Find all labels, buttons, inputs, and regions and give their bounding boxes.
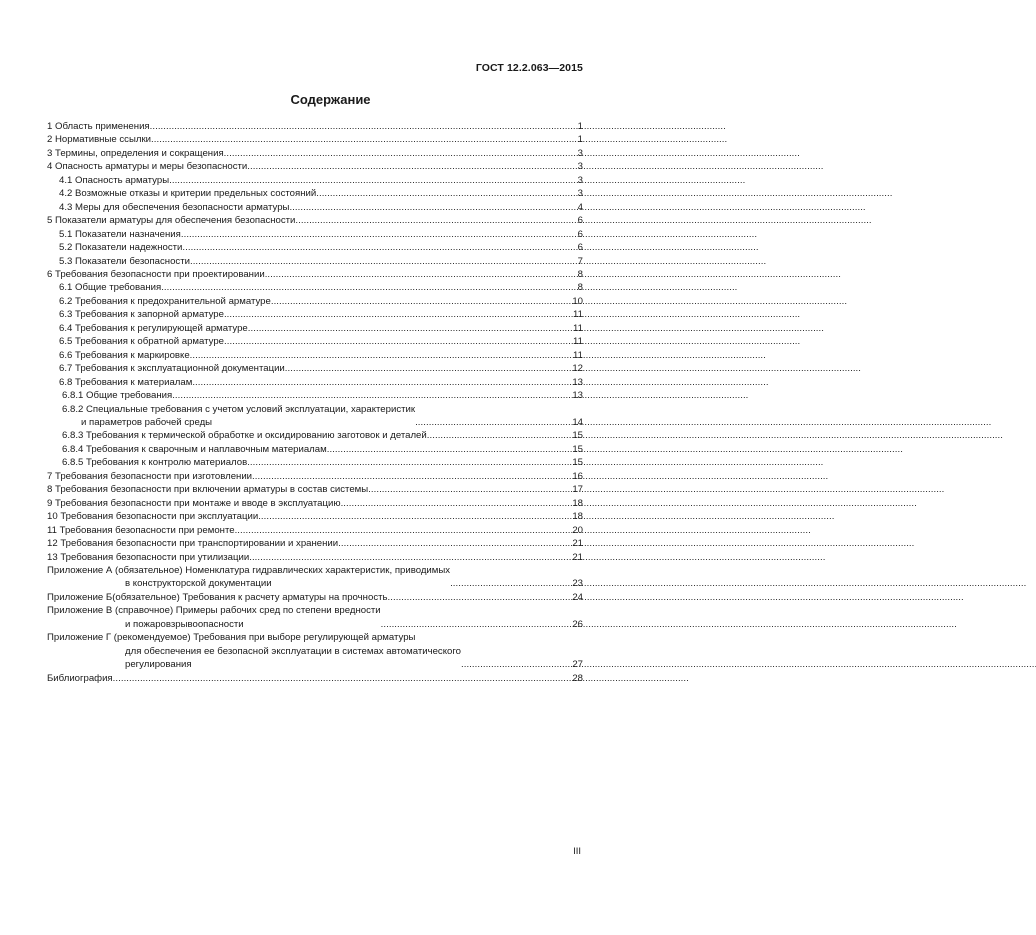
toc-page-number: 14 [572, 416, 583, 428]
page-number: III [573, 846, 581, 857]
toc-page-number: 3 [577, 161, 583, 173]
toc-leader-dots [190, 255, 577, 268]
toc-page-number: 17 [572, 484, 583, 496]
toc-entry-line: 13 Требования безопасности при утилизации [47, 551, 250, 563]
toc-leader-dots [271, 295, 571, 308]
toc-page-number: 8 [577, 282, 583, 294]
document-code: ГОСТ 12.2.063—2015 [475, 62, 583, 74]
toc-leader-dots [247, 160, 576, 173]
toc-entry[interactable] [47, 456, 583, 469]
toc-leader-dots [248, 322, 572, 335]
toc-leader-dots [249, 551, 571, 564]
toc-entry-text [47, 241, 182, 254]
toc-entry[interactable] [47, 429, 583, 442]
toc-entry-line: 12 Требования безопасности при транспортировании и хранении [47, 538, 339, 550]
toc-leader-dots [289, 201, 576, 214]
toc-entry[interactable] [47, 228, 583, 241]
toc-leader-dots [113, 672, 572, 685]
toc-entry-text [47, 201, 289, 214]
toc-page-number: 4 [577, 201, 583, 213]
toc-entry-line: 6.8.2 Специальные требования с учетом условий эксплуатации, характеристик [62, 403, 416, 415]
toc-page-number: 26 [572, 618, 583, 630]
toc-entry[interactable] [47, 322, 583, 335]
toc-leader-dots [169, 174, 577, 187]
toc-entry[interactable] [47, 631, 583, 671]
toc-entry-line: 6 Требования безопасности при проектировании [47, 268, 265, 280]
toc-entry-line: 4.3 Меры для обеспечения безопасности арматуры [59, 201, 290, 213]
toc-page-number: 10 [572, 295, 583, 307]
toc-entry-text [47, 362, 285, 375]
toc-entry[interactable] [47, 510, 583, 523]
toc-leader-dots [224, 147, 577, 160]
toc-page-number: 16 [572, 470, 583, 482]
toc-entry-text [47, 429, 427, 442]
toc-page-number: 11 [573, 349, 583, 361]
toc-leader-dots [150, 120, 577, 133]
toc-entry-line: 6.7 Требования к эксплуатационной документации [59, 363, 285, 375]
toc-entry[interactable] [47, 268, 583, 281]
toc-entry-line: 6.3 Требования к запорной арматуре [59, 309, 224, 321]
toc-entry-line: 9 Требования безопасности при монтаже и вводе в эксплуатацию [47, 497, 341, 509]
toc-entry[interactable] [47, 403, 583, 430]
toc-entry[interactable] [47, 537, 583, 550]
toc-entry-text [47, 335, 224, 348]
toc-page-number: 18 [572, 511, 583, 523]
toc-leader-dots [190, 349, 572, 362]
toc-entry-text [47, 295, 271, 308]
toc-entry[interactable] [47, 160, 583, 173]
toc-entry-line: 6.8 Требования к материалам [59, 376, 193, 388]
toc-entry[interactable] [47, 604, 583, 631]
toc-leader-dots [450, 577, 571, 590]
toc-entry-line: 7 Требования безопасности при изготовлении [47, 470, 253, 482]
toc-leader-dots [258, 510, 571, 523]
toc-entry[interactable] [47, 201, 583, 214]
toc-entry-line: 6.6 Требования к маркировке [59, 349, 190, 361]
toc-entry-text [47, 160, 247, 173]
toc-entry-line: Приложение Г (рекомендуемое) Требования при выборе регулирующей арматуры [47, 632, 416, 644]
toc-entry[interactable] [47, 551, 583, 564]
toc-entry[interactable] [47, 308, 583, 321]
toc-page-number: 6 [577, 215, 583, 227]
toc-entry[interactable] [47, 524, 583, 537]
toc-entry-line: 6.4 Требования к регулирующей арматуре [59, 322, 248, 334]
toc-page-number: 8 [577, 268, 583, 280]
toc-page-number: 23 [572, 578, 583, 590]
toc-entry[interactable] [47, 147, 583, 160]
toc-entry-line: 4 Опасность арматуры и меры безопасности [47, 161, 248, 173]
toc-leader-dots [327, 443, 572, 456]
toc-entry-line: 1 Область применения [47, 121, 150, 132]
toc-leader-dots [182, 241, 576, 254]
toc-entry-line: 4.2 Возможные отказы и критерии предельных состояний [59, 188, 317, 200]
toc-leader-dots [381, 618, 572, 631]
toc-leader-dots [161, 281, 576, 294]
toc-entry-line: 6.8.1 Общие требования [62, 390, 173, 402]
toc-entry[interactable] [47, 672, 583, 685]
toc-entry-text [47, 524, 235, 537]
toc-entry-text [47, 497, 341, 510]
toc-entry-text [47, 672, 113, 685]
toc-entry-text [47, 376, 192, 389]
toc-entry-text [47, 322, 248, 335]
toc-leader-dots [461, 658, 571, 671]
toc-entry-line: Приложение В (справочное) Примеры рабочих сред по степени вредности [47, 605, 381, 617]
toc-page-number: 12 [572, 363, 583, 375]
toc-entry-text [47, 483, 368, 496]
toc-entry[interactable] [47, 174, 583, 187]
toc-entry-text [47, 174, 169, 187]
toc-page-number: 6 [577, 228, 583, 240]
toc-page-number: 7 [577, 255, 583, 267]
toc-entry[interactable] [47, 187, 583, 200]
toc-leader-dots [192, 376, 571, 389]
toc-entry-line: 5 Показатели арматуры для обеспечения безопасности [47, 215, 296, 227]
toc-entry-line: 6.8.4 Требования к сварочным и наплавочным материалам [62, 443, 327, 455]
toc-entry-line: 6.5 Требования к обратной арматуре [59, 336, 225, 348]
toc-entry-text [47, 470, 252, 483]
toc-leader-dots [224, 308, 572, 321]
toc-leader-dots [427, 429, 572, 442]
toc-leader-dots [181, 228, 577, 241]
toc-leader-dots [388, 591, 572, 604]
toc-page-number: 21 [572, 538, 583, 550]
toc-page-number: 11 [573, 322, 583, 334]
toc-entry[interactable] [47, 120, 583, 133]
toc-leader-dots [316, 187, 576, 200]
toc-entry-line: 5.1 Показатели назначения [59, 228, 181, 240]
toc-entry[interactable] [47, 497, 583, 510]
toc-entry-text [47, 187, 316, 200]
toc-entry-line: и параметров рабочей среды [81, 416, 213, 428]
toc-entry-text [47, 268, 265, 281]
toc-leader-dots [235, 524, 572, 537]
toc-entry[interactable] [47, 133, 583, 146]
toc-page-number: 27 [572, 659, 583, 671]
toc-leader-dots [295, 214, 576, 227]
toc-leader-dots [265, 268, 577, 281]
toc-leader-dots [172, 389, 571, 402]
toc-entry-text [47, 631, 461, 671]
toc-leader-dots [368, 483, 571, 496]
toc-leader-dots [247, 456, 571, 469]
toc-entry[interactable] [47, 376, 583, 389]
toc-entry-line: 11 Требования безопасности при ремонте [47, 524, 235, 536]
table-of-contents [47, 120, 583, 685]
toc-leader-dots [285, 362, 572, 375]
toc-entry-line: 4.1 Опасность арматуры [59, 174, 170, 186]
toc-entry[interactable] [47, 362, 583, 375]
toc-entry-text [47, 349, 190, 362]
toc-page-number: 20 [572, 524, 583, 536]
toc-entry-text [47, 308, 224, 321]
toc-page-number: 11 [573, 309, 583, 321]
toc-entry-text [47, 389, 172, 402]
toc-page-number: 18 [572, 497, 583, 509]
toc-page-number: 3 [577, 147, 583, 159]
toc-page-number: 3 [577, 188, 583, 200]
toc-entry-text [47, 510, 258, 523]
toc-entry[interactable] [47, 281, 583, 294]
toc-entry-line: 5.2 Показатели надежности [59, 242, 183, 254]
toc-entry-line: 6.2 Требования к предохранительной арматуре [59, 295, 271, 307]
toc-entry-line: регулирования [125, 659, 192, 671]
toc-leader-dots [224, 335, 572, 348]
toc-leader-dots [415, 416, 571, 429]
toc-entry-line: Библиография [47, 672, 113, 684]
toc-entry-line: для обеспечения ее безопасной эксплуатации в системах автоматического [125, 645, 461, 657]
toc-page-number: 1 [577, 134, 583, 146]
toc-page-number: 24 [572, 591, 583, 603]
toc-entry-line: в конструкторской документации [125, 578, 272, 590]
toc-entry[interactable] [47, 591, 583, 604]
toc-page-number: 13 [572, 376, 583, 388]
toc-entry[interactable] [47, 564, 583, 591]
toc-entry-text [47, 564, 450, 591]
toc-entry[interactable] [47, 483, 583, 496]
toc-page-number: 6 [577, 242, 583, 254]
toc-leader-dots [338, 537, 571, 550]
toc-entry[interactable] [47, 443, 583, 456]
toc-page-number: 11 [573, 336, 583, 348]
toc-page-number: 21 [572, 551, 583, 563]
toc-entry-text [47, 591, 388, 604]
toc-entry[interactable] [47, 255, 583, 268]
toc-entry-line: и пожаровзрывоопасности [125, 618, 244, 630]
toc-leader-dots [341, 497, 572, 510]
toc-page-number: 13 [572, 390, 583, 402]
toc-entry-text [47, 456, 247, 469]
toc-page-number: 15 [572, 457, 583, 469]
toc-entry-text [47, 214, 295, 227]
toc-entry[interactable] [47, 349, 583, 362]
toc-page-number: 15 [572, 430, 583, 442]
toc-entry-text [47, 604, 381, 631]
toc-entry-line: 10 Требования безопасности при эксплуатации [47, 511, 259, 523]
toc-entry-line: 3 Термины, определения и сокращения [47, 147, 224, 159]
toc-leader-dots [151, 133, 577, 146]
toc-entry[interactable] [47, 214, 583, 227]
toc-entry-line: 8 Требования безопасности при включении арматуры в состав системы [47, 484, 369, 496]
toc-entry-text [47, 228, 181, 241]
toc-title: Содержание [290, 92, 371, 107]
toc-entry-text [47, 120, 150, 133]
toc-entry[interactable] [47, 470, 583, 483]
toc-entry-text [47, 537, 338, 550]
toc-entry[interactable] [47, 389, 583, 402]
toc-page-number: 3 [577, 174, 583, 186]
toc-entry-text [47, 281, 161, 294]
toc-entry-line: 6.1 Общие требования [59, 282, 162, 294]
toc-entry-text [47, 255, 190, 268]
toc-entry-text [47, 443, 327, 456]
toc-page-number: 28 [572, 672, 583, 684]
toc-entry-text [47, 403, 415, 430]
toc-page-number: 1 [577, 121, 583, 132]
toc-entry-text [47, 551, 249, 564]
toc-entry[interactable] [47, 335, 583, 348]
toc-entry-text [47, 147, 224, 160]
toc-entry[interactable] [47, 295, 583, 308]
toc-entry-line: 6.8.5 Требования к контролю материалов [62, 457, 248, 469]
toc-entry-line: Приложение А (обязательное) Номенклатура гидравлических характеристик, приводимых [47, 564, 451, 576]
toc-entry-line: Приложение Б(обязательное) Требования к расчету арматуры на прочность [47, 591, 388, 603]
toc-entry[interactable] [47, 241, 583, 254]
toc-entry-line: 2 Нормативные ссылки [47, 134, 152, 146]
toc-page-number: 15 [572, 443, 583, 455]
toc-entry-line: 5.3 Показатели безопасности [59, 255, 190, 267]
toc-entry-line: 6.8.3 Требования к термической обработке и оксидированию заготовок и деталей [62, 430, 427, 442]
toc-leader-dots [252, 470, 571, 483]
toc-entry-text [47, 133, 151, 146]
